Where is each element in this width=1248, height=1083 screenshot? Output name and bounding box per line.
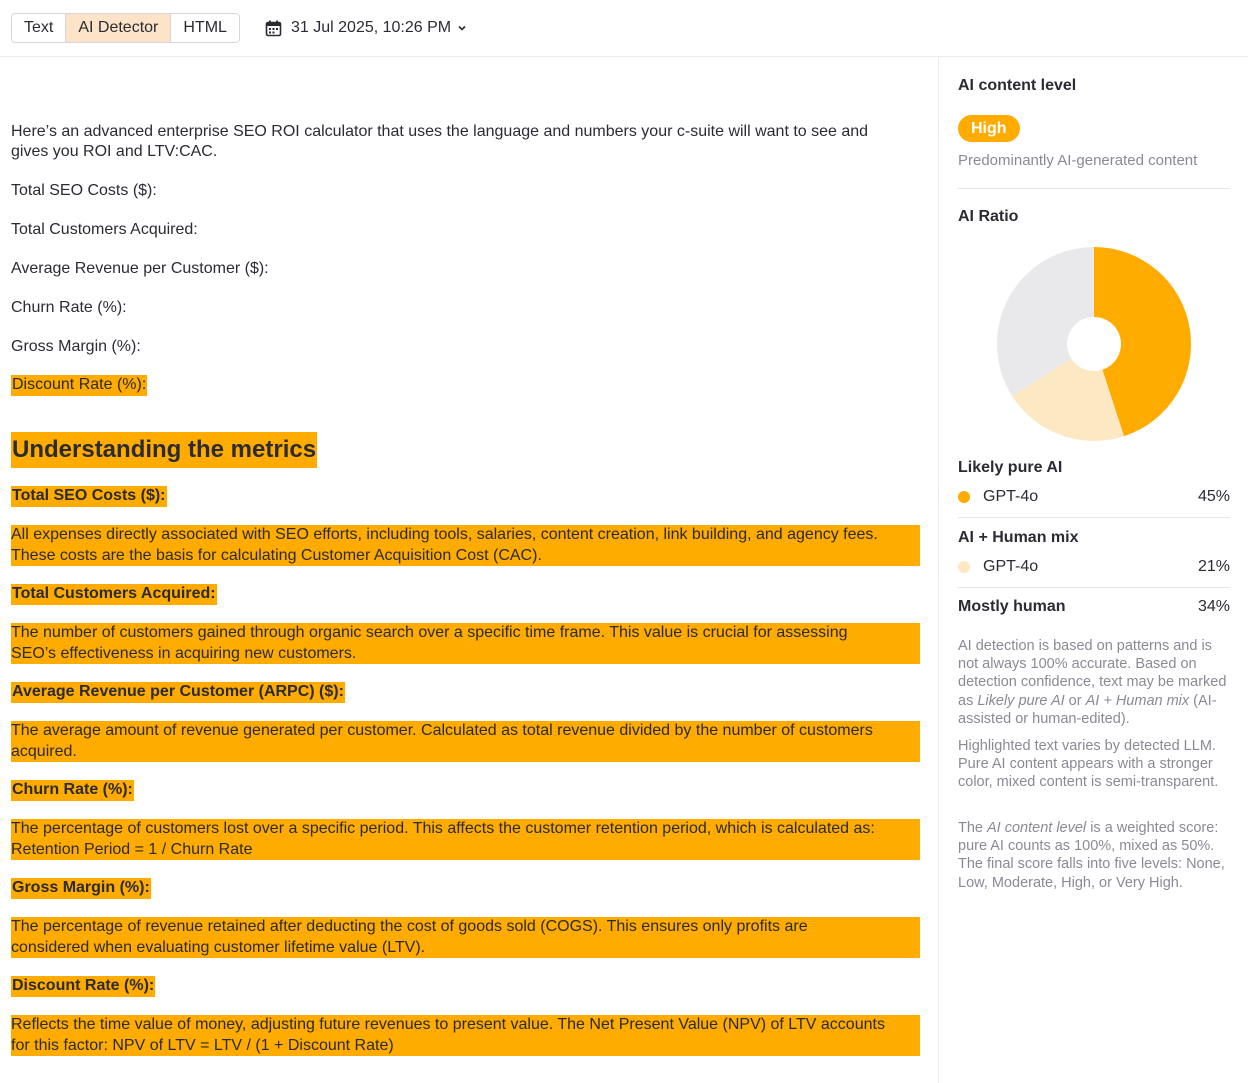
- metric-desc-line: Reflects the time value of money, adjusting future revenues to present value. The Net Present Value (NPV) of LTV accounts: [11, 1016, 885, 1033]
- pure-ai-model: GPT-4o: [983, 488, 1039, 505]
- metric-desc-seo-costs: [11, 525, 920, 566]
- metric-desc-customers-acquired: [11, 623, 920, 664]
- mostly-human-percent: 34%: [1197, 598, 1230, 615]
- field-customers-acquired: Total Customers Acquired:: [11, 221, 198, 238]
- intro-line-1: Here’s an advanced enterprise SEO ROI calculator that uses the language and numbers your c-suite will want to see and: [11, 123, 869, 140]
- field-seo-costs: Total SEO Costs ($):: [11, 182, 157, 199]
- metric-desc-line: The percentage of customers lost over a specific period. This affects the customer retention period, which is calculated as:: [11, 820, 875, 837]
- metric-desc-churn-rate: [11, 819, 920, 860]
- metric-desc-line: The percentage of revenue retained after deducting the cost of goods sold (COGS). This ensures only profits are: [11, 918, 808, 935]
- pie-center-hole: [1067, 317, 1121, 371]
- pure-ai-row: [958, 488, 1230, 506]
- pure-ai-dot-icon: [958, 491, 970, 503]
- ai-human-mix-title: AI + Human mix: [958, 529, 1079, 546]
- ai-ratio-title: AI Ratio: [958, 208, 1019, 225]
- metrics-heading: Understanding the metrics: [11, 432, 317, 468]
- document-content: [0, 58, 938, 1083]
- view-mode-switch: [11, 13, 240, 43]
- pure-ai-percent: 45%: [1197, 488, 1230, 505]
- detection-note: [958, 637, 1233, 728]
- metric-desc-line: Retention Period = 1 / Churn Rate: [11, 840, 253, 858]
- metric-desc-line: These costs are the basis for calculating Customer Acquisition Cost (CAC).: [11, 546, 542, 564]
- tab-text[interactable]: Text: [12, 14, 66, 42]
- metric-title-seo-costs: Total SEO Costs ($):: [11, 486, 167, 507]
- panel-divider-3: [958, 587, 1230, 588]
- metric-desc-line: SEO’s effectiveness in acquiring new customers.: [11, 644, 357, 662]
- metric-desc-line: All expenses directly associated with SEO efforts, including tools, salaries, content creation, link building, and agency fees.: [11, 526, 878, 543]
- content-level-note: [958, 819, 1233, 892]
- mix-model: GPT-4o: [983, 558, 1039, 575]
- tab-html[interactable]: HTML: [171, 14, 239, 42]
- metric-title-arpc: Average Revenue per Customer (ARPC) ($):: [11, 682, 345, 703]
- metric-title-customers-acquired: Total Customers Acquired:: [11, 584, 217, 605]
- intro-line-2: gives you ROI and LTV:CAC.: [11, 143, 218, 160]
- mostly-human-title: Mostly human: [958, 598, 1066, 615]
- note-italic: AI content level: [987, 820, 1087, 836]
- chevron-down-icon: [457, 23, 467, 33]
- ai-level-badge: High: [958, 115, 1020, 142]
- note-text: The: [958, 820, 988, 836]
- metric-title-discount-rate: Discount Rate (%):: [11, 976, 155, 997]
- highlight-note: Highlighted text varies by detected LLM. Pure AI content appears with a stronger color, mixed content is semi-transparent.: [958, 738, 1219, 791]
- metric-desc-arpc: [11, 721, 920, 762]
- metric-title-gross-margin: Gross Margin (%):: [11, 878, 151, 899]
- ai-content-level-title: AI content level: [958, 77, 1077, 94]
- metric-desc-line: acquired.: [11, 742, 77, 760]
- metric-desc-line: considered when evaluating customer lifetime value (LTV).: [11, 938, 426, 956]
- metric-desc-discount-rate: [11, 1015, 920, 1056]
- ai-detection-panel: [939, 58, 1248, 1083]
- metric-desc-line: The number of customers gained through organic search over a specific time frame. This value is crucial for assessing: [11, 624, 848, 641]
- ai-level-description: Predominantly AI-generated content: [958, 152, 1198, 169]
- field-average-revenue: Average Revenue per Customer ($):: [11, 260, 269, 277]
- note-italic: Likely pure AI: [977, 692, 1065, 709]
- metric-desc-line: The average amount of revenue generated per customer. Calculated as total revenue divided by the number of customers: [11, 722, 873, 739]
- metric-desc-gross-margin: [11, 917, 920, 958]
- ai-ratio-pie-chart: [996, 246, 1192, 442]
- metric-desc-line: for this factor: NPV of LTV = LTV / (1 + Discount Rate): [11, 1036, 394, 1054]
- toolbar: [0, 0, 1248, 57]
- mostly-human-row: [958, 598, 1230, 616]
- field-churn-rate: Churn Rate (%):: [11, 299, 127, 316]
- calendar-icon: [265, 20, 282, 37]
- note-text: AI detection is based on patterns and is not always 100% accurate. Based on detection confidence, text may be marked as: [958, 638, 1227, 709]
- field-gross-margin: Gross Margin (%):: [11, 338, 141, 355]
- mix-dot-icon: [958, 561, 970, 573]
- note-text: is a weighted score: pure AI counts as 100%, mixed as 50%. The final score falls into five levels: None, Low, Moderate, High, or Very High.: [958, 820, 1225, 891]
- note-text: or: [1064, 692, 1086, 709]
- date-selector[interactable]: [265, 13, 476, 43]
- field-discount-rate: Discount Rate (%):: [11, 375, 147, 396]
- metric-title-churn-rate: Churn Rate (%):: [11, 780, 134, 801]
- note-text: (AI-assisted or human-edited).: [958, 692, 1217, 727]
- tab-ai-detector[interactable]: AI Detector: [66, 14, 171, 42]
- mix-row: [958, 558, 1230, 576]
- date-label: 31 Jul 2025, 10:26 PM: [291, 19, 452, 36]
- note-italic: AI + Human mix: [1085, 692, 1190, 709]
- panel-divider-2: [958, 517, 1230, 518]
- mix-percent: 21%: [1197, 558, 1230, 575]
- panel-divider-1: [958, 188, 1230, 189]
- likely-pure-ai-title: Likely pure AI: [958, 459, 1063, 476]
